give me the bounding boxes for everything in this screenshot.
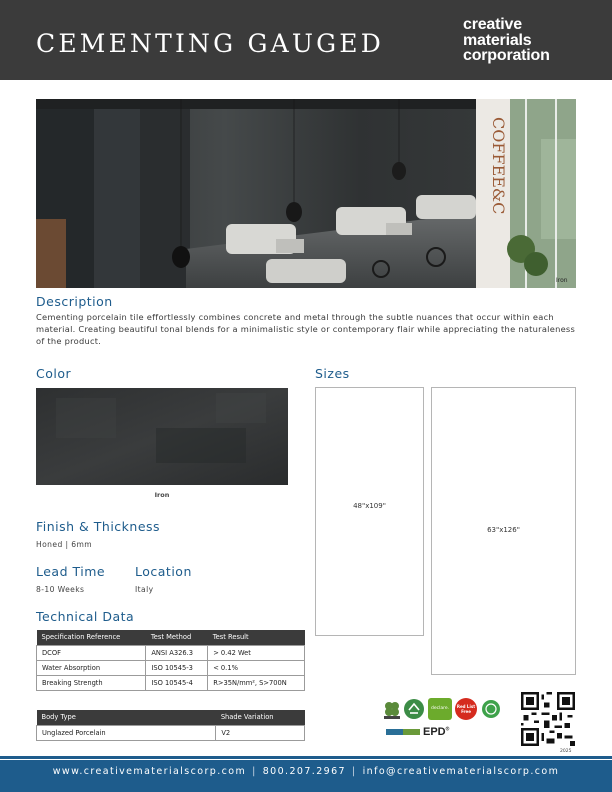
qr-code-icon[interactable] — [521, 692, 575, 746]
location-heading: Location — [135, 564, 192, 579]
table-cell: R>35N/mm², S>700N — [208, 675, 305, 690]
size-box-63x126 — [431, 387, 576, 675]
lead-time-heading: Lead Time — [36, 564, 106, 579]
footer-separator: | — [352, 766, 357, 777]
epd-label — [423, 726, 449, 738]
body-type-table — [36, 710, 305, 741]
hero-caption: Iron — [556, 277, 568, 284]
table-row — [37, 725, 305, 740]
company-logo — [463, 17, 593, 64]
footer-rule — [0, 756, 612, 759]
table-row — [37, 675, 305, 690]
table-cell: > 0.42 Wet — [208, 645, 305, 660]
footer-separator: | — [252, 766, 257, 777]
technical-table — [36, 630, 305, 691]
logo-line-creative: creative — [463, 16, 522, 33]
description-text: Cementing porcelain tile effortlessly combines concrete and metal through the subtle nuances that occur within each material. Creating beautiful tonal blends for a minimalistic style or contemporary flair while appreciating the naturaleness of the product. — [36, 312, 576, 346]
table-cell: ISO 10545-4 — [146, 675, 208, 690]
description-heading: Description — [36, 294, 113, 309]
table-row — [37, 645, 305, 660]
table-cell: < 0.1% — [208, 660, 305, 675]
size-label: 63"x126" — [487, 526, 520, 534]
technical-heading: Technical Data — [36, 609, 135, 624]
table-header-cell: Shade Variation — [216, 710, 305, 725]
table-header-cell: Specification Reference — [37, 630, 146, 645]
finish-value: Honed | 6mm — [36, 540, 93, 549]
iron-texture — [36, 388, 288, 485]
color-heading: Color — [36, 366, 72, 381]
page-title: CEMENTING GAUGED — [36, 29, 385, 58]
table-header-row — [37, 630, 305, 645]
table-cell: ISO 10545-3 — [146, 660, 208, 675]
lead-time-value: 8-10 Weeks — [36, 585, 85, 594]
coffee-sign-text: COFFEE&C — [489, 117, 508, 215]
interior-scene-illustration — [36, 99, 576, 288]
color-swatch-iron — [36, 388, 288, 485]
hero-image — [36, 99, 576, 288]
table-cell: Unglazed Porcelain — [37, 725, 216, 740]
website-link[interactable]: www.creativematerialscorp.com — [52, 766, 247, 777]
table-cell: ANSI A326.3 — [146, 645, 208, 660]
page-footer — [0, 760, 612, 792]
red-list-free-icon: Red List Free — [455, 698, 477, 720]
recycle-icon — [403, 698, 425, 720]
epd-bar — [386, 729, 420, 735]
table-cell: V2 — [216, 725, 305, 740]
page-header — [0, 0, 612, 80]
phone-link[interactable]: 800.207.2967 — [262, 766, 347, 777]
table-header-cell: Test Result — [208, 630, 305, 645]
size-label: 48"x109" — [353, 502, 386, 510]
location-value: Italy — [135, 585, 154, 594]
footer-contact — [0, 766, 612, 777]
qr-year: 2025 — [560, 749, 572, 754]
table-header-cell: Body Type — [37, 710, 216, 725]
table-header-row — [37, 710, 305, 725]
email-link[interactable]: info@creativematerialscorp.com — [362, 766, 560, 777]
table-row — [37, 660, 305, 675]
leed-icon — [383, 700, 401, 720]
table-cell: Water Absorption — [37, 660, 146, 675]
swatch-label: Iron — [154, 491, 170, 499]
size-box-48x109 — [315, 387, 424, 636]
logo-line-materials: materials — [463, 31, 532, 49]
epd-registered-mark: ® — [445, 726, 450, 733]
epd-text: EPD — [423, 726, 446, 738]
green-seal-icon — [481, 699, 501, 719]
finish-heading: Finish & Thickness — [36, 519, 161, 534]
declare-icon: declare. — [428, 698, 452, 720]
logo-line-corporation: corporation — [463, 47, 550, 64]
sizes-heading: Sizes — [315, 366, 350, 381]
table-header-cell: Test Method — [146, 630, 208, 645]
table-cell: DCOF — [37, 645, 146, 660]
table-cell: Breaking Strength — [37, 675, 146, 690]
